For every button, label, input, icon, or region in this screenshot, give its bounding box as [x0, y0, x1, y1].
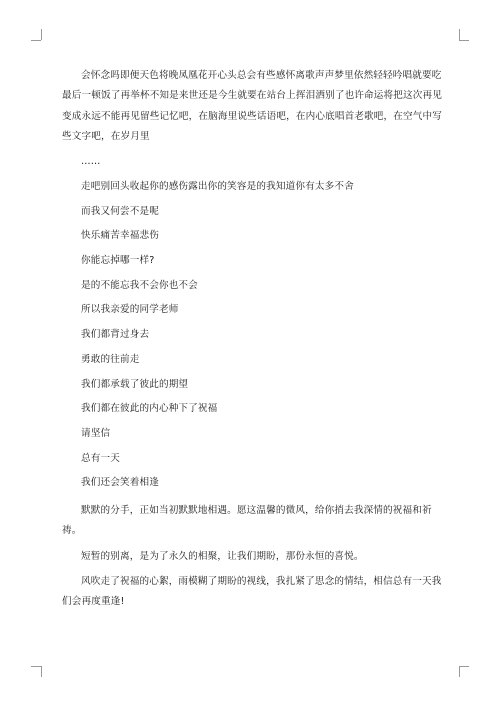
paragraph-3: 短暂的别离，是为了永久的相聚，让我们期盼，那份永恒的喜悦。 [81, 550, 364, 562]
crop-mark-bottom-right-v [459, 666, 460, 677]
paragraph-4: 风吹走了祝福的心絮，雨模糊了期盼的视线，我扎紧了思念的情结，相信总有一天我们会再度重逢! [62, 575, 442, 608]
paragraph-1: 会怀念吗即便天色将晚凤凰花开心头总会有些感怀离歌声声梦里依然轻轻吟唱就要吃最后一顿饭了再举杯不知是来世还是今生就要在站台上挥泪洒别了也许命运将把这次再见变成永远不能再见留些记忆吧，在脑海里说些话语吧，在内心底唱首老歌吧，在空气中写些文字吧，在岁月里 [62, 70, 443, 142]
crop-mark-top-left-v [41, 29, 42, 40]
ellipsis-line: …… [81, 156, 101, 168]
poem-line-9: 我们都承载了彼此的期望 [81, 378, 189, 390]
poem-line-3: 快乐痛苦幸福悲伤 [81, 230, 159, 242]
poem-line-13: 我们还会笑着相逢 [81, 477, 159, 489]
poem-line-4: 你能忘掉哪一样? [81, 255, 155, 266]
poem-line-11: 请坚信 [81, 427, 111, 439]
crop-mark-bottom-left-h [31, 666, 41, 667]
poem-line-10: 我们都在彼此的内心种下了祝福 [81, 403, 218, 415]
poem-line-6: 所以我亲爱的同学老师 [81, 304, 179, 316]
poem-line-2: 而我又何尝不是呢 [81, 205, 159, 217]
poem-line-5: 是的不能忘我不会你也不会 [81, 279, 198, 291]
document-body [62, 66, 442, 613]
poem-line-8: 勇敢的往前走 [81, 353, 140, 365]
poem-line-1: 走吧别回头收起你的感伤露出你的笑容是的我知道你有太多不舍 [81, 180, 354, 192]
crop-mark-top-right-h [459, 40, 469, 41]
crop-mark-bottom-left-v [41, 666, 42, 677]
paragraph-2: 默默的分手，正如当初默默地相遇。愿这温馨的微风，给你捎去我深情的祝福和祈祷。 [62, 505, 432, 537]
poem-line-12: 总有一天 [81, 452, 120, 464]
crop-mark-top-right-v [459, 29, 460, 40]
crop-mark-bottom-right-h [459, 666, 469, 667]
poem-line-7: 我们都背过身去 [81, 329, 150, 341]
crop-mark-top-left-h [31, 40, 41, 41]
